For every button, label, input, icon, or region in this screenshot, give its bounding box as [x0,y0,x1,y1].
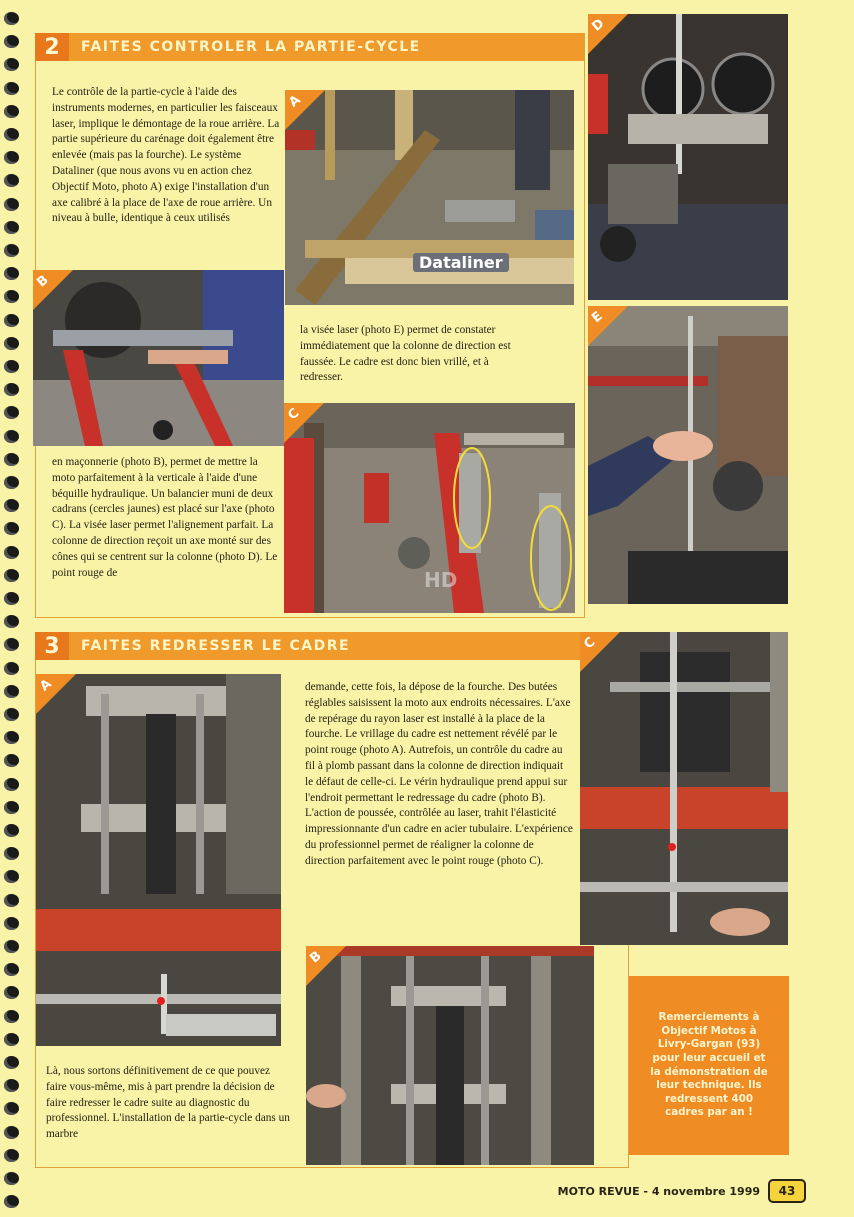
section-3-title: FAITES REDRESSER LE CADRE [81,638,351,654]
spiral-ring [4,337,19,350]
photo-3c-letter: C [581,634,599,653]
page-number: 43 [768,1179,806,1203]
spiral-ring [4,1056,19,1069]
spiral-ring [4,1079,19,1092]
photo-3b-letter: B [307,948,325,967]
spiral-ring [4,963,19,976]
spiral-ring [4,12,19,25]
spiral-ring [4,128,19,141]
footer-date: 4 novembre 1999 [651,1184,760,1198]
photo-2d-image [588,14,788,300]
spiral-ring [4,638,19,651]
spiral-ring [4,894,19,907]
spiral-ring [4,383,19,396]
spiral-ring [4,1126,19,1139]
photo-2c [284,403,575,613]
spiral-ring [4,870,19,883]
photo-2a-tag [285,90,325,130]
spiral-ring [4,1102,19,1115]
photo-3b [306,946,594,1165]
spiral-ring [4,221,19,234]
photo-2c-watermark: HD [424,568,458,592]
photo-3a-tag [36,674,76,714]
spiral-ring [4,499,19,512]
photo-2e-tag [588,306,628,346]
spiral-ring [4,986,19,999]
spiral-ring [4,453,19,466]
photo-3b-tag [306,946,346,986]
spiral-ring [4,360,19,373]
photo-3a-image [36,674,281,1046]
section-3-number: 3 [35,632,69,660]
spiral-ring [4,290,19,303]
photo-2e-letter: E [589,308,606,327]
section-2-header [35,33,584,61]
section-2-title: FAITES CONTROLER LA PARTIE-CYCLE [81,39,421,55]
photo-2b-letter: B [34,272,52,291]
photo-2e [588,306,788,604]
photo-2d-tag [588,14,628,54]
photo-2b [33,270,284,446]
spiral-ring [4,35,19,48]
spiral-ring [4,82,19,95]
spiral-ring [4,244,19,257]
spiral-ring [4,406,19,419]
photo-2c-letter: C [285,405,303,424]
photo-3a [36,674,281,1046]
spiral-ring [4,314,19,327]
photo-3c [580,632,788,945]
spiral-ring [4,847,19,860]
spiral-ring [4,824,19,837]
spiral-ring [4,430,19,443]
dataliner-label: Dataliner [413,253,509,272]
spiral-ring [4,708,19,721]
footer-separator: - [639,1184,652,1198]
spiral-ring [4,546,19,559]
spiral-ring [4,592,19,605]
spiral-ring [4,198,19,211]
spiral-ring [4,731,19,744]
spiral-ring [4,662,19,675]
photo-2c-tag [284,403,324,443]
photo-3c-image [580,632,788,945]
spiral-ring [4,1149,19,1162]
spiral-ring [4,105,19,118]
section-2-text-2: en maçonnerie (photo B), permet de mettre la moto parfaitement à la verticale à l'aide d'une béquille hydraulique. Un balancier muni de deux cadrans (cercles jaunes) est placé sur l'axe (photo C). La visée laser permet l'alignement parfait. La colonne de direction reçoit un axe monté sur des cônes qui se centrent sur la colonne (photo D). Le point rouge de [52,456,278,579]
photo-3c-tag [580,632,620,672]
spiral-ring [4,615,19,628]
spiral-ring [4,1033,19,1046]
spiral-ring [4,801,19,814]
photo-2e-image [588,306,788,604]
photo-2a-letter: A [286,92,304,111]
section-2-text-3: la visée laser (photo E) permet de constater immédiatement que la colonne de direction est faussée. Le cadre est donc bien vrillé, et à redresser. [300,324,511,384]
photo-3a-letter: A [37,676,55,695]
section-2-number: 2 [35,33,69,61]
photo-2d [588,14,788,300]
spiral-ring [4,778,19,791]
spiral-ring [4,940,19,953]
spiral-ring [4,685,19,698]
spiral-ring [4,174,19,187]
spiral-ring [4,917,19,930]
spiral-ring [4,151,19,164]
spiral-ring [4,569,19,582]
spiral-ring [4,476,19,489]
spiral-ring [4,58,19,71]
photo-2b-tag [33,270,73,310]
spiral-ring [4,1172,19,1185]
photo-3b-image [306,946,594,1165]
spiral-ring [4,754,19,767]
page-footer [558,1179,806,1203]
photo-2d-letter: D [589,16,608,35]
footer-magazine: MOTO REVUE [557,1184,640,1198]
section-3-header [35,632,595,660]
spiral-ring [4,522,19,535]
thanks-box: Remerciements à Objectif Motos à Livry-Gargan (93) pour leur accueil et la démonstration de leur technique. Ils redressent 400 cadres par an ! [629,976,789,1155]
photo-2a [285,90,574,305]
section-2-text-1: Le contrôle de la partie-cycle à l'aide des instruments modernes, en particulier les faisceaux laser, implique le démontage de la roue arrière. La partie supérieure du carénage doit également être enlevée (mais pas la fourche). Le système Dataliner (que nous avons vu en action chez Objectif Moto, photo A) exige l'installation d'un axe calibré à la place de l'axe de roue arrière. Un niveau à bulle, identique à ceux utilisés [52,86,280,225]
spiral-ring [4,1010,19,1023]
photo-2a-image [285,90,574,305]
section-3-text-1: demande, cette fois, la dépose de la fourche. Des butées réglables saisissent la moto aux endroits nécessaires. L'axe de repérage du rayon laser est installé à la place de la fourche. Le vrillage du cadre est nettement révélé par le point rouge (photo A). Autrefois, un contrôle du cadre au fil à plomb passant dans la colonne de direction indiquait le défaut de celle-ci. Le vérin hydraulique prend appui sur l'endroit permettant le redressage du cadre (photo B). L'action de poussée, contrôlée au laser, trahit l'élasticité impressionnante d'un cadre en acier tubulaire. L'expérience du professionnel permet de réaligner la colonne de direction parfaitement avec le point rouge (photo C). [305,681,573,867]
spiral-binding [0,0,24,1217]
spiral-ring [4,267,19,280]
spiral-ring [4,1195,19,1208]
section-3-text-2: Là, nous sortons définitivement de ce que pouvez faire vous-même, mis à part prendre la décision de faire redresser le cadre suite au diagnostic du professionnel. L'installation de la partie-cycle dans un marbre [46,1065,290,1141]
